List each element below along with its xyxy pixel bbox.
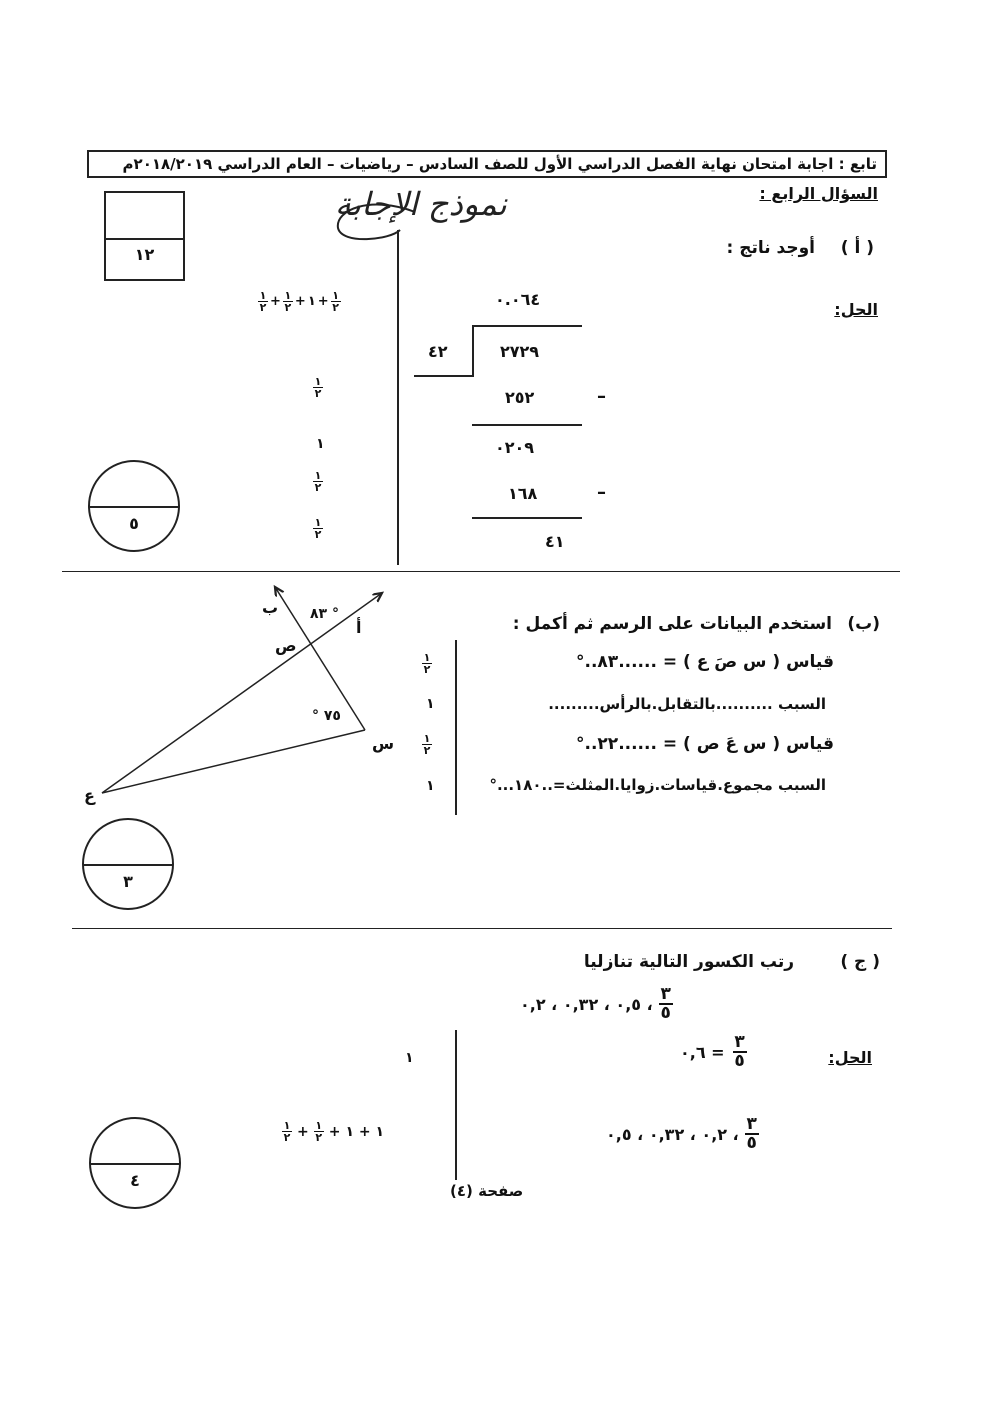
- part-c-score: ٤: [130, 1171, 140, 1190]
- division-remainder: ٤١: [545, 532, 565, 551]
- part-b-score: ٣: [123, 872, 133, 891]
- divisor-underline: [414, 375, 474, 377]
- label-ain: ع: [84, 786, 95, 805]
- mark-fraction: $\frac{١}{٢}$: [259, 289, 267, 314]
- label-alif: أ: [356, 618, 362, 637]
- page-number: صفحة (٤): [450, 1182, 524, 1200]
- part-b-divider: [455, 640, 457, 815]
- part-b-mark-1: ١ ٢: [423, 651, 431, 676]
- division-step1-remainder: ٠٢٠٩: [495, 438, 535, 457]
- mark-half-2: ١ ٢: [314, 469, 322, 494]
- part-c-label: ( ج ): [840, 952, 880, 972]
- part-a-solution-label: الحل:: [834, 300, 878, 319]
- division-quotient: ٠.٠٦٤: [495, 290, 541, 309]
- division-bar: [472, 325, 582, 327]
- division-step1-subtract: ٢٥٢: [505, 388, 535, 407]
- handwritten-title: نموذج الإجابة: [335, 185, 507, 223]
- division-dividend: ٢٧٢٩: [500, 342, 540, 361]
- mark-fraction: $\frac{١}{٢}$: [332, 289, 340, 314]
- mark-one: ١: [316, 436, 325, 452]
- minus-sign-2: –: [597, 482, 606, 503]
- part-b-mark-3: ١ ٢: [423, 732, 431, 757]
- exam-header: [87, 150, 887, 178]
- fraction-three-fifths: $\frac{٣}{٥}$: [660, 984, 671, 1023]
- part-c-solution-label: الحل:: [828, 1048, 872, 1067]
- part-c-score-circle: [89, 1117, 181, 1209]
- part-b-mark-4: ١: [426, 778, 435, 794]
- division-step2-subtract: ١٦٨: [508, 484, 538, 503]
- exam-header-title: تابع : اجابة امتحان نهاية الفصل الدراسي الأول للصف السادس – رياضيات – العام الدراسي ٢٠١٨/٢٠١٩م: [122, 155, 877, 173]
- part-a-score: ٥: [129, 514, 139, 533]
- minus-sign-1: –: [597, 386, 606, 407]
- angle-83: ٨٣ °: [310, 606, 339, 622]
- part-b-line4: السبب مجموع.قياسات.زوايا.المثلث=..١٨٠...°: [489, 776, 826, 794]
- part-b-score-circle: [82, 818, 174, 910]
- section-separator-2: [72, 928, 892, 929]
- label-ba: ب: [262, 598, 279, 617]
- part-b-line3: قياس ( س عَ ص ) = ......٢٢..°: [576, 734, 834, 754]
- part-c-divider: [455, 1030, 457, 1180]
- part-b-prompt: استخدم البيانات على الرسم ثم أكمل :: [512, 614, 832, 634]
- part-a-score-circle: [88, 460, 180, 552]
- section-separator-1: [62, 571, 900, 572]
- part-b-label: (ب): [847, 614, 880, 634]
- part-a-marks-sum: $\frac{١}{٢}$ + $\frac{١}{٢}$ + ١ + $\frac{١}{٢}$: [259, 289, 340, 314]
- ray-ain-alif: [102, 593, 382, 793]
- part-c-mark-top: ١: [405, 1050, 414, 1066]
- part-c-list: ٠,٥ ، ٠,٣٢ ، ٠,٢ ، $\frac{٣}{٥}$: [520, 984, 671, 1023]
- angle-75: ° ٧٥: [312, 708, 341, 724]
- fraction-three-fifths-3: $\frac{٣}{٥}$: [746, 1114, 757, 1153]
- triangle-diagram: [80, 575, 400, 815]
- division-line-2: [472, 517, 582, 519]
- total-score-box: [104, 191, 185, 281]
- part-b-mark-2: ١: [426, 696, 435, 712]
- part-a-prompt: أوجد ناتج :: [726, 238, 815, 258]
- fraction-three-fifths-2: $\frac{٣}{٥}$: [734, 1032, 745, 1071]
- segment-ain-sin: [102, 730, 365, 793]
- part-a-label: ( أ ): [840, 238, 874, 258]
- part-a-divider: [397, 230, 399, 565]
- label-sin: س: [372, 734, 395, 753]
- part-b-line2: السبب ..........بالتقابل.بالرأس.........: [548, 695, 826, 713]
- mark-half-3: ١ ٢: [314, 516, 322, 541]
- division-divisor: ٤٢: [428, 342, 448, 361]
- label-sad: ص: [275, 636, 297, 655]
- part-c-conversion: ٠,٦ = $\frac{٣}{٥}$: [680, 1032, 745, 1071]
- part-c-prompt: رتب الكسور التالية تنازليا: [583, 952, 794, 972]
- part-c-ordered: ٠,٢ ، ٠,٣٢ ، ٠,٥ ، $\frac{٣}{٥}$: [606, 1114, 757, 1153]
- handwriting-swash: [330, 200, 420, 250]
- question-label: السؤال الرابع :: [759, 184, 878, 203]
- score-divider: [106, 238, 183, 240]
- part-c-marks-bottom: $\frac{١}{٢}$ + $\frac{١}{٢}$ + ١ + ١: [283, 1119, 385, 1144]
- total-score-value: ١٢: [134, 245, 155, 264]
- division-bracket: [472, 325, 474, 375]
- division-line-1: [472, 424, 582, 426]
- mark-fraction: $\frac{١}{٢}$: [284, 289, 292, 314]
- part-b-line1: قياس ( س صَ ع ) = ......٨٣..°: [576, 652, 834, 672]
- mark-half-1: ١ ٢: [314, 375, 322, 400]
